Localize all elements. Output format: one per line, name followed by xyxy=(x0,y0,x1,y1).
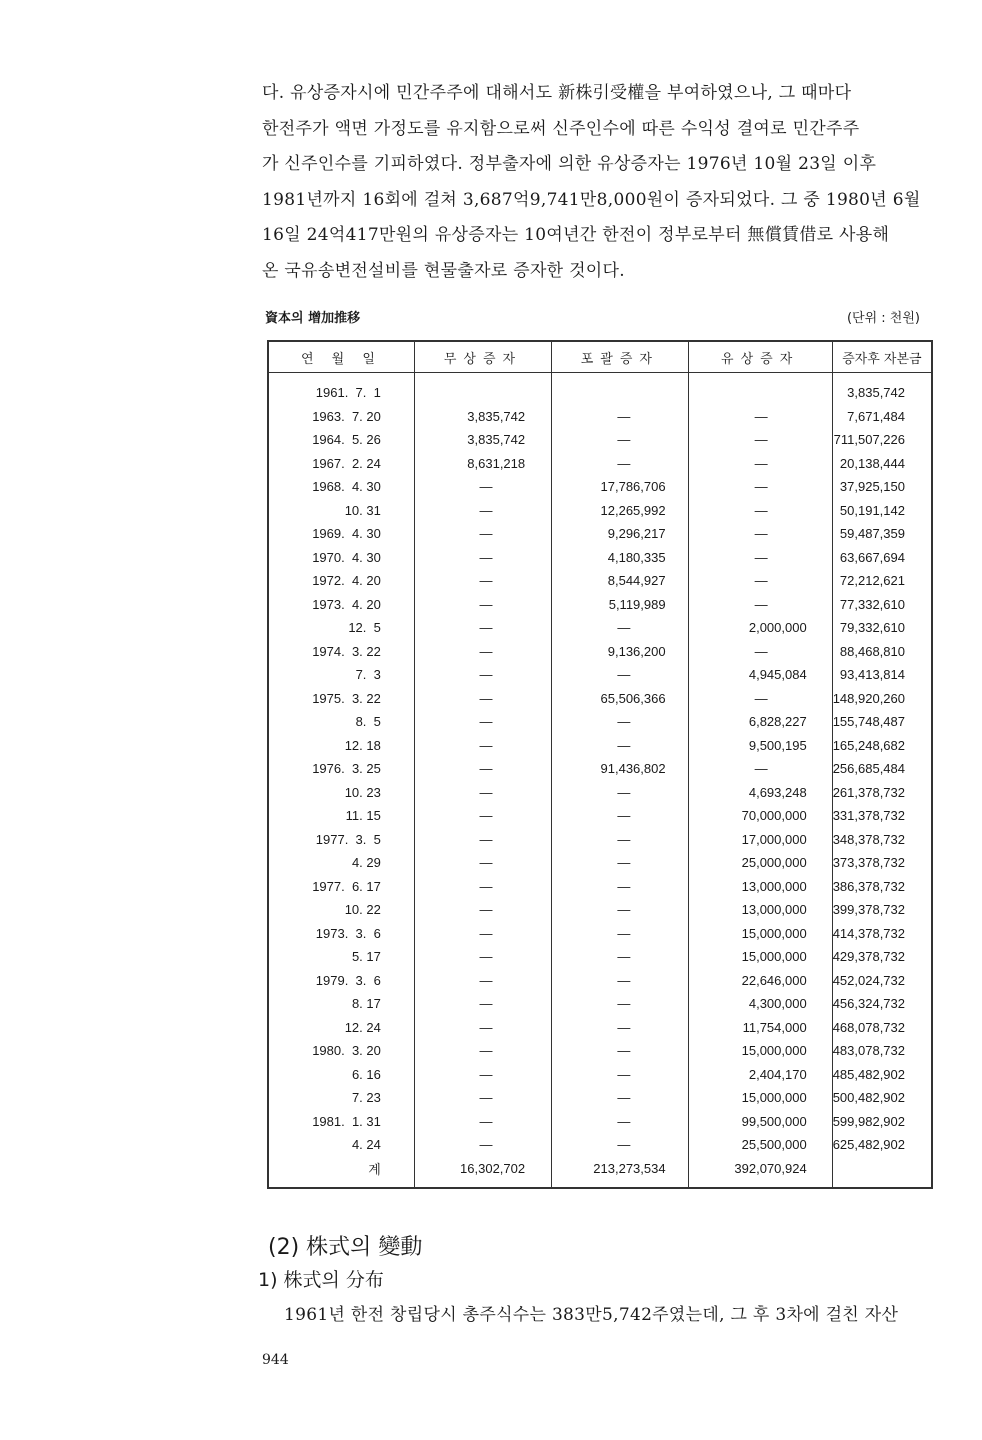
cell-paid-issue: 11,754,000 xyxy=(688,1016,832,1040)
table-row xyxy=(268,781,932,805)
cell-date: 7. 23 xyxy=(268,1086,414,1110)
cell-paid-issue: — xyxy=(688,757,832,781)
header-capital-after: 증자후 자본금 xyxy=(832,341,932,373)
cell-comprehensive-issue: 91,436,802 xyxy=(552,757,688,781)
cell-paid-issue: 13,000,000 xyxy=(688,875,832,899)
cell-paid-issue: 4,945,084 xyxy=(688,663,832,687)
table-row xyxy=(268,875,932,899)
cell-paid-issue: 99,500,000 xyxy=(688,1110,832,1134)
table-row xyxy=(268,1016,932,1040)
cell-free-issue: — xyxy=(414,804,551,828)
table-row xyxy=(268,851,932,875)
cell-comprehensive-issue: 65,506,366 xyxy=(552,687,688,711)
cell-capital-after: 625,482,902 xyxy=(832,1133,932,1157)
cell-date: 1977. 6. 17 xyxy=(268,875,414,899)
table-row xyxy=(268,757,932,781)
cell-free-issue: — xyxy=(414,616,551,640)
cell-free-issue: — xyxy=(414,734,551,758)
table-row xyxy=(268,1063,932,1087)
cell-capital-after: 165,248,682 xyxy=(832,734,932,758)
cell-free-issue: — xyxy=(414,1110,551,1134)
cell-capital-after: 429,378,732 xyxy=(832,945,932,969)
cell-date: 1973. 3. 6 xyxy=(268,922,414,946)
cell-paid-issue: — xyxy=(688,640,832,664)
table-row xyxy=(268,452,932,476)
table-row xyxy=(268,616,932,640)
cell-paid-issue: 15,000,000 xyxy=(688,1086,832,1110)
cell-free-issue: — xyxy=(414,522,551,546)
cell-free-issue: — xyxy=(414,1039,551,1063)
cell-free-issue: — xyxy=(414,969,551,993)
cell-capital-after xyxy=(832,1157,932,1189)
paragraph-line: 온 국유송변전설비를 현물출자로 증자한 것이다. xyxy=(262,260,625,281)
page-number: 944 xyxy=(262,1352,289,1368)
cell-free-issue: — xyxy=(414,898,551,922)
cell-date: 4. 29 xyxy=(268,851,414,875)
cell-paid-issue: 4,300,000 xyxy=(688,992,832,1016)
cell-comprehensive-issue: — xyxy=(552,922,688,946)
cell-comprehensive-issue: — xyxy=(552,781,688,805)
cell-comprehensive-issue: — xyxy=(552,828,688,852)
table-title: 資本의 增加推移 xyxy=(265,311,361,326)
cell-capital-after: 373,378,732 xyxy=(832,851,932,875)
cell-free-issue xyxy=(414,373,551,405)
cell-paid-issue: 13,000,000 xyxy=(688,898,832,922)
cell-capital-after: 63,667,694 xyxy=(832,546,932,570)
cell-paid-issue: — xyxy=(688,405,832,429)
table-row xyxy=(268,1110,932,1134)
cell-date: 8. 5 xyxy=(268,710,414,734)
cell-free-issue: — xyxy=(414,945,551,969)
cell-date: 10. 22 xyxy=(268,898,414,922)
cell-paid-issue: 2,000,000 xyxy=(688,616,832,640)
cell-capital-after: 386,378,732 xyxy=(832,875,932,899)
cell-comprehensive-issue: — xyxy=(552,898,688,922)
cell-comprehensive-issue: — xyxy=(552,1016,688,1040)
cell-free-issue: — xyxy=(414,781,551,805)
table-row xyxy=(268,687,932,711)
cell-comprehensive-issue: — xyxy=(552,1039,688,1063)
cell-capital-after: 50,191,142 xyxy=(832,499,932,523)
table-row xyxy=(268,945,932,969)
cell-date: 12. 5 xyxy=(268,616,414,640)
table-row xyxy=(268,969,932,993)
cell-capital-after: 93,413,814 xyxy=(832,663,932,687)
table-row xyxy=(268,1039,932,1063)
cell-comprehensive-issue: — xyxy=(552,875,688,899)
cell-date: 4. 24 xyxy=(268,1133,414,1157)
cell-paid-issue xyxy=(688,373,832,405)
cell-date: 10. 31 xyxy=(268,499,414,523)
cell-free-issue: — xyxy=(414,710,551,734)
table-row xyxy=(268,522,932,546)
cell-paid-issue: 15,000,000 xyxy=(688,1039,832,1063)
cell-comprehensive-issue: — xyxy=(552,428,688,452)
cell-capital-after: 77,332,610 xyxy=(832,593,932,617)
cell-free-issue: — xyxy=(414,640,551,664)
cell-date: 1972. 4. 20 xyxy=(268,569,414,593)
cell-date: 1961. 7. 1 xyxy=(268,373,414,405)
cell-free-issue: 8,631,218 xyxy=(414,452,551,476)
header-comprehensive-issue: 포괄증자 xyxy=(552,341,688,373)
cell-paid-issue: — xyxy=(688,499,832,523)
table-row xyxy=(268,593,932,617)
table-row xyxy=(268,804,932,828)
cell-capital-after: 348,378,732 xyxy=(832,828,932,852)
paragraph-line: 1981년까지 16회에 걸쳐 3,687억9,741만8,000원이 증자되었다. 그 중 1980년 6월 xyxy=(262,189,921,210)
paragraph-line: 한전주가 액면 가정도를 유지함으로써 신주인수에 따른 수익성 결여로 민간주주 xyxy=(262,118,860,139)
cell-capital-after: 711,507,226 xyxy=(832,428,932,452)
cell-free-issue: — xyxy=(414,1016,551,1040)
table-row xyxy=(268,640,932,664)
table-row xyxy=(268,1133,932,1157)
header-paid-issue: 유상증자 xyxy=(688,341,832,373)
cell-capital-after: 88,468,810 xyxy=(832,640,932,664)
cell-date: 계 xyxy=(268,1157,414,1189)
cell-free-issue: — xyxy=(414,1133,551,1157)
cell-comprehensive-issue xyxy=(552,373,688,405)
cell-date: 12. 24 xyxy=(268,1016,414,1040)
paragraph-line: 다. 유상증자시에 민간주주에 대해서도 新株引受權을 부여하였으나, 그 때마다 xyxy=(262,83,852,103)
table-row xyxy=(268,1086,932,1110)
cell-comprehensive-issue: — xyxy=(552,804,688,828)
cell-comprehensive-issue: — xyxy=(552,1133,688,1157)
cell-comprehensive-issue: 12,265,992 xyxy=(552,499,688,523)
cell-paid-issue: 4,693,248 xyxy=(688,781,832,805)
table-row xyxy=(268,992,932,1016)
cell-free-issue: — xyxy=(414,593,551,617)
cell-comprehensive-issue: — xyxy=(552,734,688,758)
subsection-heading: 1) 株式의 分布 xyxy=(258,1269,384,1291)
cell-free-issue: — xyxy=(414,499,551,523)
cell-date: 1963. 7. 20 xyxy=(268,405,414,429)
cell-date: 8. 17 xyxy=(268,992,414,1016)
cell-paid-issue: — xyxy=(688,522,832,546)
cell-comprehensive-issue: — xyxy=(552,992,688,1016)
cell-paid-issue: — xyxy=(688,452,832,476)
table-row xyxy=(268,710,932,734)
cell-capital-after: 59,487,359 xyxy=(832,522,932,546)
table-unit: (단위 : 천원) xyxy=(846,311,920,326)
table-row xyxy=(268,499,932,523)
cell-free-issue: — xyxy=(414,546,551,570)
cell-capital-after: 456,324,732 xyxy=(832,992,932,1016)
cell-comprehensive-issue: — xyxy=(552,710,688,734)
table-body xyxy=(268,373,932,1189)
cell-paid-issue: 22,646,000 xyxy=(688,969,832,993)
cell-capital-after: 37,925,150 xyxy=(832,475,932,499)
table-row xyxy=(268,405,932,429)
cell-date: 1977. 3. 5 xyxy=(268,828,414,852)
cell-comprehensive-issue: 4,180,335 xyxy=(552,546,688,570)
cell-capital-after: 148,920,260 xyxy=(832,687,932,711)
cell-comprehensive-issue: 8,544,927 xyxy=(552,569,688,593)
cell-capital-after: 414,378,732 xyxy=(832,922,932,946)
cell-capital-after: 79,332,610 xyxy=(832,616,932,640)
cell-comprehensive-issue: — xyxy=(552,1110,688,1134)
cell-date: 6. 16 xyxy=(268,1063,414,1087)
cell-date: 1981. 1. 31 xyxy=(268,1110,414,1134)
cell-comprehensive-issue: — xyxy=(552,1063,688,1087)
cell-comprehensive-issue: 213,273,534 xyxy=(552,1157,688,1189)
cell-comprehensive-issue: — xyxy=(552,405,688,429)
paragraph-line: 가 신주인수를 기피하였다. 정부출자에 의한 유상증자는 1976년 10월 23일 이후 xyxy=(262,154,877,174)
table-total-row xyxy=(268,1157,932,1189)
cell-free-issue: — xyxy=(414,992,551,1016)
cell-free-issue: — xyxy=(414,922,551,946)
cell-comprehensive-issue: — xyxy=(552,452,688,476)
cell-capital-after: 3,835,742 xyxy=(832,373,932,405)
header-free-issue: 무상증자 xyxy=(414,341,551,373)
cell-date: 7. 3 xyxy=(268,663,414,687)
cell-free-issue: — xyxy=(414,1086,551,1110)
cell-comprehensive-issue: 9,296,217 xyxy=(552,522,688,546)
cell-date: 1968. 4. 30 xyxy=(268,475,414,499)
cell-date: 1969. 4. 30 xyxy=(268,522,414,546)
closing-paragraph-line: 1961년 한전 창립당시 총주식수는 383만5,742주였는데, 그 후 3차에 걸친 자산 xyxy=(284,1305,899,1325)
table-row xyxy=(268,569,932,593)
cell-comprehensive-issue: 17,786,706 xyxy=(552,475,688,499)
cell-capital-after: 331,378,732 xyxy=(832,804,932,828)
cell-comprehensive-issue: — xyxy=(552,851,688,875)
cell-paid-issue: — xyxy=(688,569,832,593)
cell-paid-issue: — xyxy=(688,593,832,617)
cell-date: 1964. 5. 26 xyxy=(268,428,414,452)
cell-comprehensive-issue: — xyxy=(552,945,688,969)
table-row xyxy=(268,663,932,687)
cell-capital-after: 468,078,732 xyxy=(832,1016,932,1040)
cell-date: 1970. 4. 30 xyxy=(268,546,414,570)
cell-capital-after: 399,378,732 xyxy=(832,898,932,922)
cell-paid-issue: — xyxy=(688,475,832,499)
cell-capital-after: 599,982,902 xyxy=(832,1110,932,1134)
cell-paid-issue: 9,500,195 xyxy=(688,734,832,758)
cell-free-issue: — xyxy=(414,828,551,852)
section-heading: (2) 株式의 變動 xyxy=(268,1235,423,1260)
cell-comprehensive-issue: — xyxy=(552,663,688,687)
cell-paid-issue: — xyxy=(688,687,832,711)
cell-paid-issue: 15,000,000 xyxy=(688,945,832,969)
cell-date: 12. 18 xyxy=(268,734,414,758)
table-row xyxy=(268,898,932,922)
cell-paid-issue: — xyxy=(688,428,832,452)
paragraph-line: 16일 24억417만원의 유상증자는 10여년간 한전이 정부로부터 無償賃借로 사용해 xyxy=(262,225,890,245)
cell-comprehensive-issue: — xyxy=(552,616,688,640)
table-row xyxy=(268,373,932,405)
cell-paid-issue: 25,000,000 xyxy=(688,851,832,875)
table-row xyxy=(268,475,932,499)
capital-increase-table xyxy=(267,340,933,1189)
cell-paid-issue: 15,000,000 xyxy=(688,922,832,946)
cell-date: 1974. 3. 22 xyxy=(268,640,414,664)
cell-free-issue: — xyxy=(414,757,551,781)
cell-comprehensive-issue: 5,119,989 xyxy=(552,593,688,617)
cell-paid-issue: 392,070,924 xyxy=(688,1157,832,1189)
header-date: 연 월 일 xyxy=(268,341,414,373)
cell-capital-after: 256,685,484 xyxy=(832,757,932,781)
cell-paid-issue: — xyxy=(688,546,832,570)
cell-free-issue: 3,835,742 xyxy=(414,428,551,452)
cell-capital-after: 485,482,902 xyxy=(832,1063,932,1087)
cell-capital-after: 261,378,732 xyxy=(832,781,932,805)
table-row xyxy=(268,428,932,452)
table-header-row xyxy=(268,341,932,373)
cell-date: 5. 17 xyxy=(268,945,414,969)
body-paragraph xyxy=(262,76,934,289)
cell-comprehensive-issue: 9,136,200 xyxy=(552,640,688,664)
table-row xyxy=(268,546,932,570)
table-row xyxy=(268,734,932,758)
cell-paid-issue: 6,828,227 xyxy=(688,710,832,734)
cell-capital-after: 7,671,484 xyxy=(832,405,932,429)
cell-capital-after: 155,748,487 xyxy=(832,710,932,734)
cell-capital-after: 500,482,902 xyxy=(832,1086,932,1110)
cell-free-issue: — xyxy=(414,687,551,711)
cell-free-issue: — xyxy=(414,475,551,499)
cell-free-issue: — xyxy=(414,569,551,593)
cell-free-issue: 3,835,742 xyxy=(414,405,551,429)
cell-free-issue: — xyxy=(414,875,551,899)
cell-date: 1979. 3. 6 xyxy=(268,969,414,993)
cell-capital-after: 483,078,732 xyxy=(832,1039,932,1063)
cell-date: 11. 15 xyxy=(268,804,414,828)
cell-date: 1975. 3. 22 xyxy=(268,687,414,711)
cell-capital-after: 20,138,444 xyxy=(832,452,932,476)
cell-capital-after: 72,212,621 xyxy=(832,569,932,593)
table-row xyxy=(268,922,932,946)
cell-date: 10. 23 xyxy=(268,781,414,805)
cell-paid-issue: 25,500,000 xyxy=(688,1133,832,1157)
cell-free-issue: — xyxy=(414,851,551,875)
table-row xyxy=(268,828,932,852)
cell-date: 1980. 3. 20 xyxy=(268,1039,414,1063)
cell-comprehensive-issue: — xyxy=(552,969,688,993)
cell-date: 1973. 4. 20 xyxy=(268,593,414,617)
cell-free-issue: — xyxy=(414,1063,551,1087)
cell-paid-issue: 70,000,000 xyxy=(688,804,832,828)
cell-free-issue: — xyxy=(414,663,551,687)
cell-paid-issue: 2,404,170 xyxy=(688,1063,832,1087)
cell-date: 1976. 3. 25 xyxy=(268,757,414,781)
cell-capital-after: 452,024,732 xyxy=(832,969,932,993)
cell-comprehensive-issue: — xyxy=(552,1086,688,1110)
cell-paid-issue: 17,000,000 xyxy=(688,828,832,852)
cell-date: 1967. 2. 24 xyxy=(268,452,414,476)
cell-free-issue: 16,302,702 xyxy=(414,1157,551,1189)
